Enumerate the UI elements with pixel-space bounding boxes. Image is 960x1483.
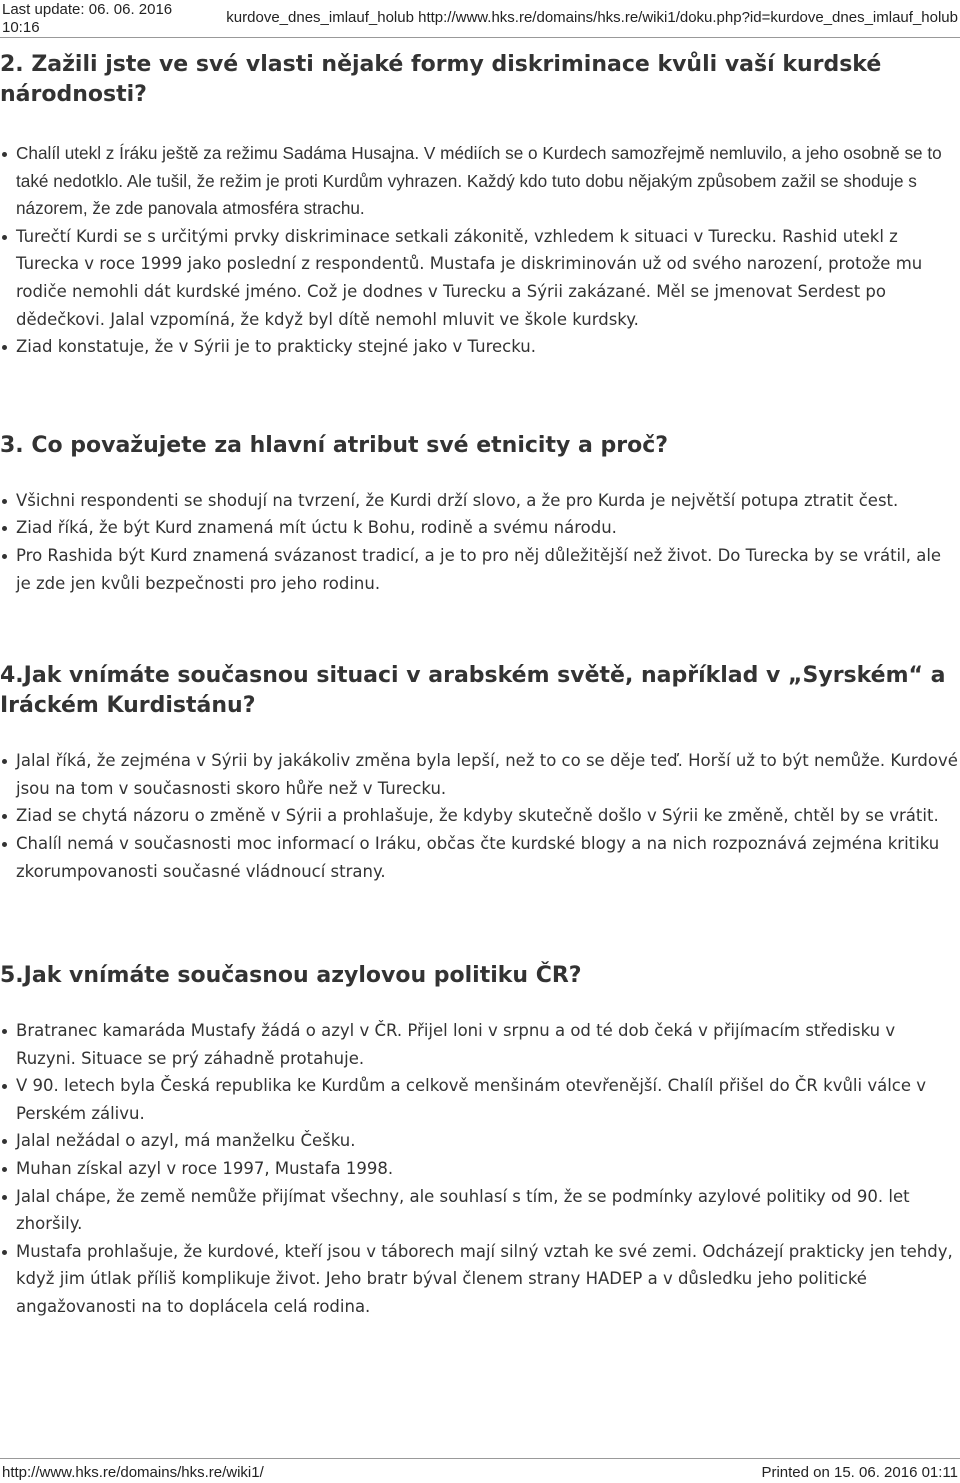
list-item: Ziad se chytá názoru o změně v Sýrii a prohlašuje, že kdyby skutečně došlo v Sýrii ke změně, chtěl by se vrátit. [0,802,960,830]
list-item: Turečtí Kurdi se s určitými prvky diskriminace setkali zákonitě, vzhledem k situaci v Turecku. Rashid utekl z Turecka v roce 1999 jako poslední z respondentů. Mustafa je diskriminován už od svého narození, protože mu rodiče nemohli dát kurdské jméno. Což je dodnes v Turecku a Sýrii zakázané. Měl se jmenovat Serdest po dědečkovi. Jalal vzpomíná, že když byl dítě nemohl mluvit ve škole kurdsky. [0,223,960,333]
footer-url[interactable]: http://www.hks.re/domains/hks.re/wiki1/ [2,1464,264,1481]
question-4-answers [0,747,960,885]
question-4-heading: 4.Jak vnímáte současnou situaci v arabském světě, například v „Syrském“ a Iráckém Kurdistánu? [0,663,946,719]
list-item: V 90. letech byla Česká republika ke Kurdům a celkově menšinám otevřenější. Chalíl přišel do ČR kvůli válce v Perském zálivu. [0,1072,960,1127]
page-id-url[interactable]: kurdove_dnes_imlauf_holub http://www.hks.re/domains/hks.re/wiki1/doku.php?id=kurdove_dnes_imlauf_holub [226,9,958,26]
document-body [0,48,960,1321]
list-item: Muhan získal azyl v roce 1997, Mustafa 1998. [0,1155,960,1183]
list-item: Jalal nežádal o azyl, má manželku Češku. [0,1127,960,1155]
footer-divider [0,1458,960,1459]
list-item: Chalíl nemá v současnosti moc informací o Iráku, občas čte kurdské blogy a na nich rozpoznává zejména kritiku zkorumpovanosti současné vládnoucí strany. [0,830,960,885]
list-item: Ziad konstatuje, že v Sýrii je to prakticky stejné jako v Turecku. [0,333,960,361]
list-item: Mustafa prohlašuje, že kurdové, kteří jsou v táborech mají silný vztah ke své zemi. Odcházejí prakticky jen tehdy, když jim útlak příliš komplikuje život. Jeho bratr býval členem strany HADEP a v důsledku jeho politické angažovanosti na to doplácela celá rodina. [0,1238,960,1321]
last-update-label: Last update: 06. 06. 2016 [2,1,173,18]
question-2-heading: 2. Zažili jste ve své vlasti nějaké formy diskriminace kvůli vaší kurdské národnosti? [0,52,882,107]
page-footer [0,1455,960,1483]
header-divider [0,37,960,38]
page-header [0,0,960,40]
list-item: Jalal chápe, že země nemůže přijímat všechny, ale souhlasí s tím, že se podmínky azylové politiky od 90. let zhoršily. [0,1183,960,1238]
last-update [2,1,172,37]
question-5-answers [0,1017,960,1321]
list-item: Pro Rashida být Kurd znamená svázanost tradicí, a je to pro něj důležitější než život. Do Turecka by se vrátil, ale je zde jen kvůli bezpečnosti pro jeho rodinu. [0,542,960,597]
question-2-answers [0,140,960,361]
list-item: Chalíl utekl z Íráku ještě za režimu Sadáma Husajna. V médiích se o Kurdech samozřejmě nemluvilo, a jeho osobně se to také nedotklo. Ale tušil, že režim je proti Kurdům vyhrazen. Každý kdo tuto dobu nějakým způsobem zažil se shoduje s názorem, že zde panovala atmosféra strachu. [0,140,960,223]
printed-date: Printed on 15. 06. 2016 01:11 [761,1464,958,1481]
list-item: Všichni respondenti se shodují na tvrzení, že Kurdi drží slovo, a že pro Kurda je největší potupa ztratit čest. [0,487,960,515]
list-item: Jalal říká, že zejména v Sýrii by jakákoliv změna byla lepší, než to co se děje teď. Horší už to být nemůže. Kurdové jsou na tom v současnosti skoro hůře než v Turecku. [0,747,960,802]
question-3-heading: 3. Co považujete za hlavní atribut své etnicity a proč? [0,432,668,458]
last-update-time: 10:16 [2,19,40,36]
list-item: Ziad říká, že být Kurd znamená mít úctu k Bohu, rodině a svému národu. [0,514,960,542]
question-3-answers [0,487,960,597]
question-5-heading: 5.Jak vnímáte současnou azylovou politiku ČR? [0,963,582,989]
list-item: Bratranec kamaráda Mustafy žádá o azyl v ČR. Přijel loni v srpnu a od té dob čeká v přijímacím středisku v Ruzyni. Situace se prý záhadně protahuje. [0,1017,960,1072]
